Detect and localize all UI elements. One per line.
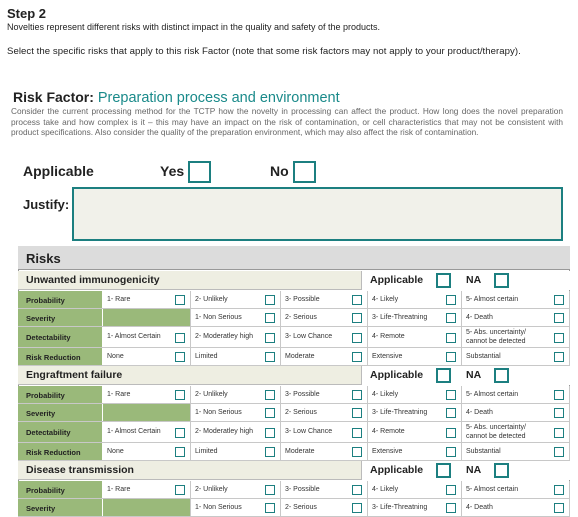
risk-option-label: 3- Possible (285, 295, 320, 303)
risk-option-cell (103, 404, 191, 421)
risks-header (18, 246, 570, 270)
risk-option-cell (103, 386, 191, 403)
risk-option-cell (103, 499, 191, 516)
risk-row (18, 499, 570, 517)
section-na-label: NA (466, 464, 482, 476)
section-applicable-checkbox[interactable] (436, 463, 451, 478)
risk-option-cell (368, 499, 462, 516)
yes-label: Yes (160, 163, 185, 179)
risk-option-cell (462, 386, 570, 403)
risk-option-checkbox[interactable] (554, 313, 564, 323)
risk-row-label-cell (18, 309, 103, 326)
section-applicable-label: Applicable (370, 274, 424, 286)
intro-text: Novelties represent different risks with distinct impact in the quality and safety of the products. (7, 22, 381, 32)
risk-option-checkbox[interactable] (352, 447, 362, 457)
risk-option-cell (462, 291, 570, 308)
risk-option-cell (462, 499, 570, 516)
risk-option-label: 1- Non Serious (195, 313, 242, 321)
step-title: Step 2 (7, 6, 47, 21)
risk-option-label: 1- Rare (107, 390, 131, 398)
section-na-checkbox[interactable] (494, 463, 509, 478)
risks-header-label: Risks (26, 251, 61, 266)
risk-option-label: 2- Moderatley high (195, 428, 253, 435)
risk-option-checkbox[interactable] (554, 428, 564, 438)
risk-option-cell (281, 481, 368, 498)
risk-option-cell (368, 481, 462, 498)
risk-option-label: 5- Abs. uncertainty/ cannot be detected (466, 329, 526, 345)
risk-option-label: 4- Remote (372, 333, 405, 340)
risk-option-cell (191, 422, 281, 442)
risk-option-checkbox[interactable] (175, 485, 185, 495)
risk-option-label: 1- Almost Certain (107, 333, 161, 340)
risk-option-cell (281, 309, 368, 326)
section-title-cell (18, 461, 362, 480)
risk-option-label: 1- Non Serious (195, 503, 242, 511)
risk-option-cell (191, 499, 281, 516)
risk-option-checkbox[interactable] (265, 408, 275, 418)
risk-row-label: Detectability (26, 428, 71, 437)
risk-factor-heading (13, 89, 340, 106)
risk-option-label: 4- Death (466, 408, 493, 416)
risk-option-checkbox[interactable] (265, 333, 275, 343)
risk-option-checkbox[interactable] (446, 390, 456, 400)
risk-option-label: 1- Non Serious (195, 408, 242, 416)
risk-option-cell (103, 291, 191, 308)
risk-option-label: 4- Likely (372, 485, 399, 493)
risk-option-checkbox[interactable] (265, 428, 275, 438)
risk-row-label: Probability (26, 485, 65, 495)
risk-option-label: 2- Unlikely (195, 295, 228, 303)
risk-option-cell (368, 404, 462, 421)
risk-option-checkbox[interactable] (175, 447, 185, 457)
risk-option-label: 3- Possible (285, 485, 320, 493)
risk-option-label: 1- Almost Certain (107, 428, 161, 435)
risk-option-label: Moderate (285, 447, 315, 455)
risk-row (18, 386, 570, 404)
risk-option-label: 4- Death (466, 503, 493, 511)
section-applicable-checkbox[interactable] (436, 273, 451, 288)
risk-row (18, 443, 570, 461)
risk-option-label: 2- Unlikely (195, 390, 228, 398)
risk-option-cell (191, 481, 281, 498)
section-na-label: NA (466, 369, 482, 381)
risk-factor-label: Risk Factor: (13, 89, 94, 105)
risk-option-label: 3- Low Chance (285, 428, 333, 435)
risk-option-cell (462, 443, 570, 460)
risk-option-cell (462, 309, 570, 326)
risk-option-checkbox[interactable] (175, 428, 185, 438)
instruction-text: Select the specific risks that apply to this risk Factor (note that some risk factors may not apply to your product/therapy). (7, 46, 521, 57)
risk-option-label: 3- Life-Threatning (372, 408, 428, 416)
risk-row-label: Severity (26, 408, 56, 418)
risk-option-cell (462, 348, 570, 365)
risk-option-checkbox[interactable] (446, 408, 456, 418)
risk-row-label: Risk Reduction (26, 352, 81, 362)
risk-option-label: 1- Rare (107, 295, 131, 303)
risk-option-checkbox[interactable] (352, 428, 362, 438)
risk-option-cell (462, 422, 570, 442)
risk-row (18, 327, 570, 348)
risk-row-label-cell (18, 404, 103, 421)
yes-checkbox[interactable] (188, 161, 211, 183)
risk-option-cell (368, 348, 462, 365)
risk-option-cell (368, 443, 462, 460)
risk-option-label: 3- Life-Threatning (372, 503, 428, 511)
risk-option-label: 2- Serious (285, 408, 317, 416)
risk-option-label: Limited (195, 352, 218, 360)
risk-option-checkbox[interactable] (265, 485, 275, 495)
section-na-label: NA (466, 274, 482, 286)
risk-option-cell (103, 481, 191, 498)
no-checkbox[interactable] (293, 161, 316, 183)
risk-option-cell (281, 386, 368, 403)
section-title: Engraftment failure (26, 369, 123, 381)
risk-option-cell (368, 291, 462, 308)
risk-option-cell (281, 499, 368, 516)
risk-option-checkbox[interactable] (352, 352, 362, 362)
risk-option-cell (281, 443, 368, 460)
risk-option-cell (103, 327, 191, 347)
risk-option-cell (462, 481, 570, 498)
risk-option-checkbox[interactable] (175, 352, 185, 362)
risk-row-label-cell (18, 443, 103, 460)
risk-option-checkbox[interactable] (554, 408, 564, 418)
risk-option-checkbox[interactable] (446, 352, 456, 362)
risk-row-label: Probability (26, 295, 65, 305)
section-header (18, 271, 570, 290)
section-title: Unwanted immunogenicity (26, 274, 160, 286)
risk-option-label: 5- Almost certain (466, 295, 519, 303)
risk-option-cell (368, 327, 462, 347)
risk-row (18, 481, 570, 499)
risk-row (18, 348, 570, 366)
section-applicable-label: Applicable (370, 464, 424, 476)
risk-factor-description: Consider the current processing method for the TCTP how the novelty in processing can affect the product. How long does the novel preparation process take and how complex is it – this may have an impact on the risk of contamination, or cell characteristics that may not be consistent with product specifications. Also consider the quality of the preparation environment, which may also affect the risk of contamination. (11, 106, 563, 138)
risk-row (18, 291, 570, 309)
risk-row-label-cell (18, 348, 103, 365)
risk-option-label: Extensive (372, 447, 403, 455)
risk-option-cell (191, 291, 281, 308)
risk-option-label: 5- Almost certain (466, 485, 519, 493)
risk-option-label: 5- Abs. uncertainty/ cannot be detected (466, 424, 526, 440)
section-applicable-label: Applicable (370, 369, 424, 381)
risk-row (18, 309, 570, 327)
risk-option-checkbox[interactable] (554, 295, 564, 305)
risk-option-cell (368, 386, 462, 403)
risk-row-label: Detectability (26, 333, 71, 342)
risk-option-label: None (107, 447, 124, 455)
risk-option-checkbox[interactable] (352, 295, 362, 305)
risk-row-label: Probability (26, 390, 65, 400)
risk-option-label: 2- Serious (285, 313, 317, 321)
risk-option-label: Moderate (285, 352, 315, 360)
section-title: Disease transmission (26, 464, 134, 476)
risk-option-cell (368, 422, 462, 442)
risk-option-cell (191, 309, 281, 326)
risk-option-cell (103, 443, 191, 460)
section-header (18, 366, 570, 385)
risk-option-label: 1- Rare (107, 485, 131, 493)
risk-row-label-cell (18, 327, 103, 347)
risk-option-label: 3- Possible (285, 390, 320, 398)
risk-option-cell (103, 309, 191, 326)
section-title-cell (18, 366, 362, 385)
section-na-checkbox[interactable] (494, 368, 509, 383)
risk-option-checkbox[interactable] (554, 352, 564, 362)
risk-option-checkbox[interactable] (446, 485, 456, 495)
risk-option-checkbox[interactable] (352, 390, 362, 400)
risk-option-cell (103, 422, 191, 442)
risk-option-cell (191, 327, 281, 347)
risk-row-label-cell (18, 422, 103, 442)
section-na-checkbox[interactable] (494, 273, 509, 288)
risk-row-label: Severity (26, 313, 56, 323)
risk-option-checkbox[interactable] (352, 408, 362, 418)
risk-option-checkbox[interactable] (175, 295, 185, 305)
risk-option-label: 2- Moderatley high (195, 333, 253, 340)
risk-option-checkbox[interactable] (265, 447, 275, 457)
applicable-label: Applicable (23, 163, 94, 179)
risk-option-checkbox[interactable] (265, 390, 275, 400)
justify-label: Justify: (23, 197, 70, 212)
risk-option-cell (191, 404, 281, 421)
risk-option-checkbox[interactable] (352, 485, 362, 495)
risk-option-cell (462, 404, 570, 421)
no-label: No (270, 163, 289, 179)
risk-option-cell (281, 404, 368, 421)
risk-row-label-cell (18, 386, 103, 403)
risk-option-checkbox[interactable] (554, 333, 564, 343)
risk-option-label: Substantial (466, 352, 501, 360)
risk-option-label: 4- Likely (372, 295, 399, 303)
risk-option-label: 4- Remote (372, 428, 405, 435)
risk-option-checkbox[interactable] (352, 333, 362, 343)
risk-factor-value: Preparation process and environment (97, 90, 340, 106)
risk-option-cell (281, 327, 368, 347)
risk-option-cell (281, 348, 368, 365)
risk-option-checkbox[interactable] (446, 428, 456, 438)
risk-option-checkbox[interactable] (265, 313, 275, 323)
risk-option-cell (368, 309, 462, 326)
risk-row-label-cell (18, 291, 103, 308)
risk-option-label: 3- Life-Threatning (372, 313, 428, 321)
risk-option-label: 2- Serious (285, 503, 317, 511)
risk-option-label: 5- Almost certain (466, 390, 519, 398)
risk-option-checkbox[interactable] (446, 447, 456, 457)
risk-option-checkbox[interactable] (554, 485, 564, 495)
risk-row-label: Risk Reduction (26, 447, 81, 457)
risk-option-label: Substantial (466, 447, 501, 455)
risk-option-checkbox[interactable] (265, 295, 275, 305)
risk-option-checkbox[interactable] (446, 313, 456, 323)
risk-option-label: 2- Unlikely (195, 485, 228, 493)
risk-option-label: Extensive (372, 352, 403, 360)
risk-option-cell (281, 422, 368, 442)
risk-option-cell (103, 348, 191, 365)
section-title-cell (18, 271, 362, 290)
risk-option-label: None (107, 352, 124, 360)
risk-option-label: 4- Likely (372, 390, 399, 398)
risk-option-checkbox[interactable] (554, 390, 564, 400)
section-header (18, 461, 570, 480)
risk-option-label: 3- Low Chance (285, 333, 333, 340)
risk-option-cell (191, 348, 281, 365)
risk-option-label: Limited (195, 447, 218, 455)
justify-textarea[interactable] (72, 187, 563, 241)
risk-row (18, 404, 570, 422)
risk-option-checkbox[interactable] (554, 447, 564, 457)
risk-option-cell (191, 386, 281, 403)
risk-option-cell (462, 327, 570, 347)
risk-option-checkbox[interactable] (265, 352, 275, 362)
risk-option-checkbox[interactable] (175, 390, 185, 400)
risk-option-checkbox[interactable] (446, 333, 456, 343)
risk-option-label: 4- Death (466, 313, 493, 321)
risk-row-label: Severity (26, 503, 56, 513)
risk-option-cell (281, 291, 368, 308)
risk-row (18, 422, 570, 443)
risk-option-cell (191, 443, 281, 460)
section-applicable-checkbox[interactable] (436, 368, 451, 383)
risk-option-checkbox[interactable] (446, 295, 456, 305)
risk-row-label-cell (18, 481, 103, 498)
risk-option-checkbox[interactable] (352, 313, 362, 323)
risk-option-checkbox[interactable] (175, 333, 185, 343)
risk-row-label-cell (18, 499, 103, 516)
